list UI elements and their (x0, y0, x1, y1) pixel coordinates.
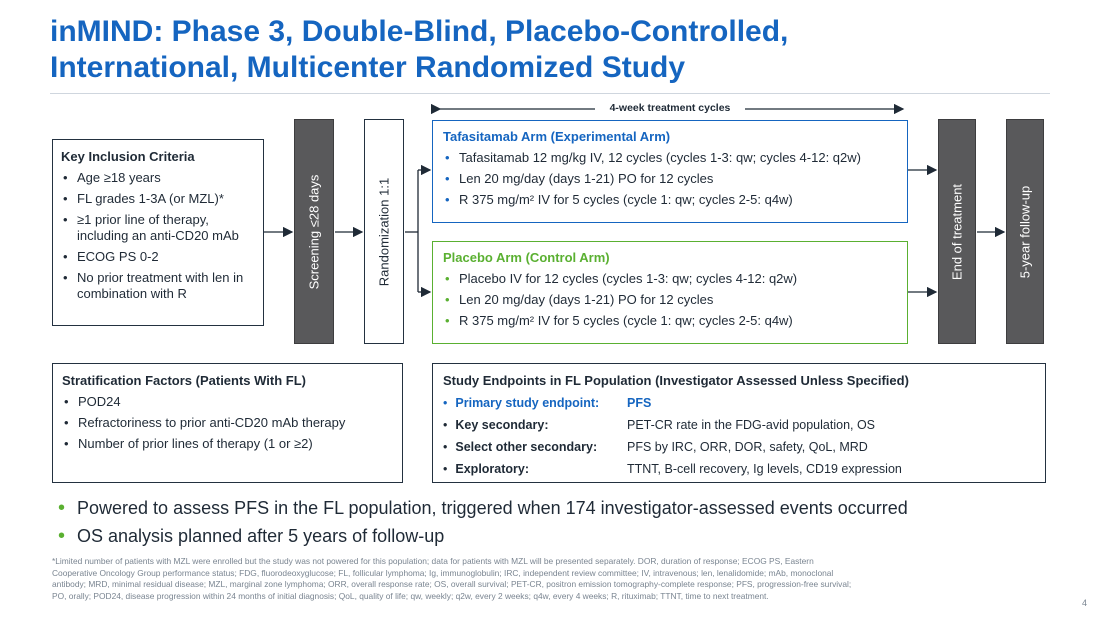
experimental-arm-title: Tafasitamab Arm (Experimental Arm) (443, 129, 671, 144)
control-arm-box (432, 241, 908, 344)
endpoint-row-primary: • Primary study endpoint: (443, 396, 600, 410)
list-item: • R 375 mg/m² IV for 5 cycles (cycle 1: qw; cycles 2-5: q4w) (443, 313, 897, 329)
cycles-label: 4-week treatment cycles (609, 102, 731, 114)
experimental-arm-box (432, 120, 908, 223)
screening-bar (294, 119, 334, 344)
note-os-analysis: • OS analysis planned after 5 years of follow-up (58, 525, 1058, 547)
endpoint-value: TTNT, B-cell recovery, Ig levels, CD19 expression (627, 462, 902, 476)
footnote (52, 556, 1052, 602)
inclusion-list (61, 170, 255, 302)
endpoint-value: PFS by IRC, ORR, DOR, safety, QoL, MRD (627, 440, 868, 454)
list-item: • R 375 mg/m² IV for 5 cycles (cycle 1: qw; cycles 2-5: q4w) (443, 192, 897, 208)
endpoint-label: Primary study endpoint: (455, 396, 600, 410)
end-of-treatment-label: End of treatment (949, 183, 965, 280)
list-item: • POD24 (62, 394, 393, 410)
list-item: • FL grades 1-3A (or MZL)* (61, 191, 255, 207)
control-arm-list (443, 271, 897, 329)
screening-label: Screening ≤28 days (306, 174, 322, 289)
title-line-1: inMIND: Phase 3, Double-Blind, Placebo-Controlled, (50, 15, 789, 48)
endpoint-label: Select other secondary: (455, 440, 598, 454)
footnote-line: PO, orally; POD24, disease progression within 24 months of initial diagnosis; QoL, quality of life; qw, weekly; q2w, every 2 weeks; q4w, every 4 weeks; R, rituximab; TTNT, time to next treatment. (52, 590, 769, 601)
experimental-arm-list (443, 150, 897, 208)
footnote-line: *Limited number of patients with MZL were enrolled but the study was not powered for this population; data for patients with MZL will be presented separately. DOR, duration of response; ECOG PS, Eastern (52, 556, 814, 566)
list-item: • No prior treatment with len in combination with R (61, 270, 255, 302)
endpoint-label: Exploratory: (455, 462, 530, 476)
list-item: • Placebo IV for 12 cycles (cycles 1-3: qw; cycles 4-12: q2w) (443, 271, 897, 287)
list-item: • Len 20 mg/day (days 1-21) PO for 12 cycles (443, 171, 897, 187)
list-item: • ECOG PS 0-2 (61, 249, 255, 265)
stratification-box (52, 363, 403, 483)
endpoint-label: Key secondary: (455, 418, 549, 432)
title-line-2: International, Multicenter Randomized Study (50, 51, 686, 84)
randomization-label: Randomization 1:1 (376, 177, 392, 286)
followup-bar (1006, 119, 1044, 344)
endpoint-row-exploratory: • Exploratory: (443, 462, 530, 476)
endpoint-value: PFS (627, 396, 652, 410)
end-of-treatment-bar (938, 119, 976, 344)
list-item: • Tafasitamab 12 mg/kg IV, 12 cycles (cycles 1-3: qw; cycles 4-12: q2w) (443, 150, 897, 166)
list-item: • ≥1 prior line of therapy, including an anti-CD20 mAb (61, 212, 255, 244)
list-item: • Age ≥18 years (61, 170, 255, 186)
footnote-line: antibody; MRD, minimal residual disease; MZL, marginal zone lymphoma; ORR, overall response rate; OS, overall survival; PET-CR, positron emission tomography-complete response; PFS, progression-free survival; (52, 579, 852, 589)
endpoint-row-other-secondary: • Select other secondary: (443, 440, 598, 454)
randomization-bar (364, 119, 404, 344)
list-item: • Number of prior lines of therapy (1 or ≥2) (62, 436, 393, 452)
list-item: • Len 20 mg/day (days 1-21) PO for 12 cycles (443, 292, 897, 308)
endpoint-value: PET-CR rate in the FDG-avid population, OS (627, 418, 876, 432)
inclusion-criteria-box (52, 139, 264, 326)
endpoints-heading: Study Endpoints in FL Population (Investigator Assessed Unless Specified) (443, 373, 909, 388)
note-powered: • Powered to assess PFS in the FL population, triggered when 174 investigator-assessed events occurred (58, 497, 1058, 519)
inclusion-heading: Key Inclusion Criteria (61, 149, 195, 164)
control-arm-title: Placebo Arm (Control Arm) (443, 250, 610, 265)
stratification-list (62, 394, 393, 452)
page-number: 4 (1082, 598, 1088, 608)
footnote-line: Cooperative Oncology Group performance status; FDG, fluorodeoxyglucose; FL, follicular lymphoma; Ig, immunoglobulin; IRC, independent review committee; IV, intravenous; len, lenalidomide; mAb, monoclonal (52, 567, 834, 578)
list-item: • Refractoriness to prior anti-CD20 mAb therapy (62, 415, 393, 431)
endpoint-row-key-secondary: • Key secondary: (443, 418, 549, 432)
followup-label: 5-year follow-up (1017, 185, 1033, 278)
endpoints-box (432, 363, 1046, 483)
stratification-heading: Stratification Factors (Patients With FL) (62, 373, 307, 388)
